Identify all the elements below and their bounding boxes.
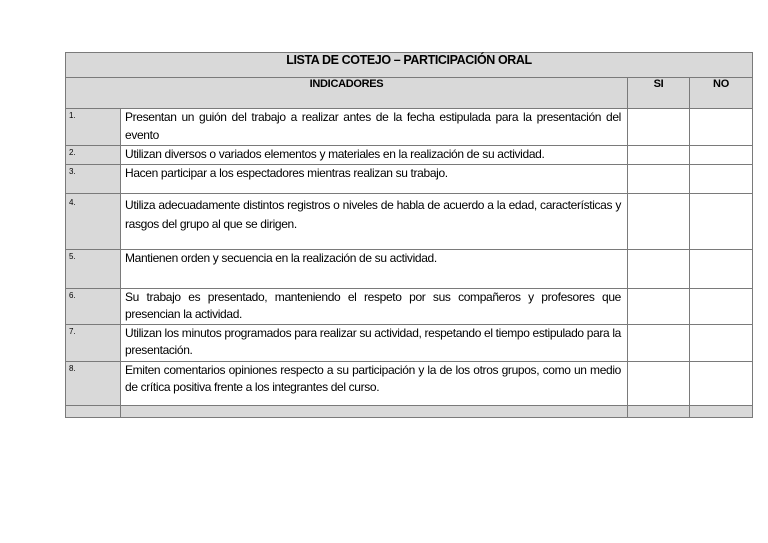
- row-number: 3.: [66, 164, 121, 193]
- header-indicadores: INDICADORES: [66, 78, 628, 109]
- row-number: 6.: [66, 288, 121, 324]
- row-indicator: Presentan un guión del trabajo a realizar antes de la fecha estipulada para la presentación del evento: [121, 109, 628, 146]
- checkbox-si[interactable]: [628, 361, 690, 405]
- table-footer-row: [66, 405, 753, 417]
- row-number: 8.: [66, 361, 121, 405]
- table-row: [66, 249, 753, 288]
- table-title-row: [66, 53, 753, 78]
- footer-cell: [690, 405, 753, 417]
- row-number: 5.: [66, 249, 121, 288]
- checkbox-no[interactable]: [690, 324, 753, 361]
- checkbox-si[interactable]: [628, 109, 690, 146]
- checkbox-si[interactable]: [628, 288, 690, 324]
- checkbox-no[interactable]: [690, 249, 753, 288]
- checklist-table: [65, 52, 753, 418]
- checkbox-si[interactable]: [628, 324, 690, 361]
- table-row: [66, 288, 753, 324]
- checkbox-no[interactable]: [690, 109, 753, 146]
- table-title: LISTA DE COTEJO – PARTICIPACIÓN ORAL: [66, 53, 753, 78]
- checkbox-no[interactable]: [690, 146, 753, 165]
- checkbox-si[interactable]: [628, 164, 690, 193]
- header-no: NO: [690, 78, 753, 109]
- row-indicator: Emiten comentarios opiniones respecto a su participación y la de los otros grupos, como un medio de crítica positiva frente a los integrantes del curso.: [121, 361, 628, 405]
- row-indicator: Hacen participar a los espectadores mientras realizan su trabajo.: [121, 164, 628, 193]
- table-row: [66, 193, 753, 249]
- row-indicator: Su trabajo es presentado, manteniendo el respeto por sus compañeros y profesores que presencian la actividad.: [121, 288, 628, 324]
- row-number: 2.: [66, 146, 121, 165]
- checkbox-si[interactable]: [628, 193, 690, 249]
- row-number: 7.: [66, 324, 121, 361]
- checkbox-no[interactable]: [690, 164, 753, 193]
- table-row: [66, 146, 753, 165]
- row-number: 1.: [66, 109, 121, 146]
- checkbox-si[interactable]: [628, 249, 690, 288]
- checkbox-no[interactable]: [690, 288, 753, 324]
- row-indicator: Mantienen orden y secuencia en la realización de su actividad.: [121, 249, 628, 288]
- header-si: SI: [628, 78, 690, 109]
- checkbox-si[interactable]: [628, 146, 690, 165]
- row-indicator: Utiliza adecuadamente distintos registros o niveles de habla de acuerdo a la edad, características y rasgos del grupo al que se dirigen.: [121, 193, 628, 249]
- row-number: 4.: [66, 193, 121, 249]
- table-row: [66, 361, 753, 405]
- row-indicator: Utilizan diversos o variados elementos y materiales en la realización de su actividad.: [121, 146, 628, 165]
- checkbox-no[interactable]: [690, 361, 753, 405]
- checkbox-no[interactable]: [690, 193, 753, 249]
- table-row: [66, 164, 753, 193]
- footer-cell: [121, 405, 628, 417]
- table-row: [66, 109, 753, 146]
- footer-cell: [66, 405, 121, 417]
- table-row: [66, 324, 753, 361]
- footer-cell: [628, 405, 690, 417]
- table-header-row: [66, 78, 753, 109]
- row-indicator: Utilizan los minutos programados para realizar su actividad, respetando el tiempo estipulado para la presentación.: [121, 324, 628, 361]
